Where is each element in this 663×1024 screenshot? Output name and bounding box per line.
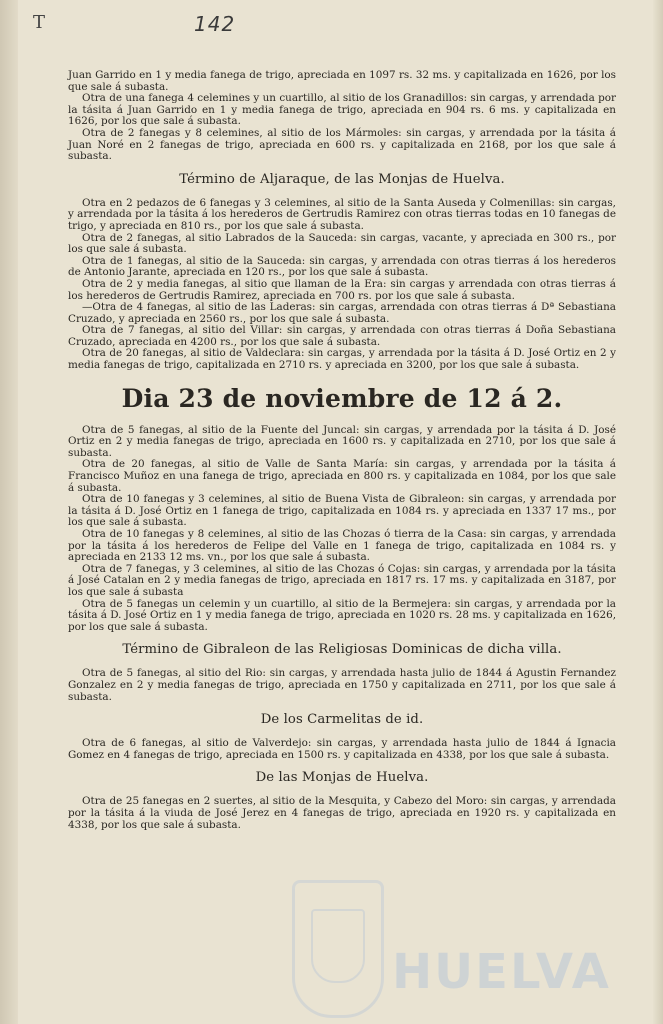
listing-paragraph: Otra de una fanega 4 celemines y un cuartillo, al sitio de los Granadillos: sin cargas, y arrendada por la tásita á Juan Garrido en 1 y media fanega de trigo, apreciada en 904 rs. 6 ms. y capitalizada en 1626, por los que sale á subasta. [68,92,616,128]
section-heading: Término de Aljaraque, de las Monjas de Huelva. [179,171,505,187]
listing-paragraph: Otra de 5 fanegas un celemin y un cuartillo, al sitio de la Bermejera: sin cargas, y arrendada por la tásita á D. José Ortiz en 1 y media fanega de trigo, apreciada en 1020 rs. 28 ms. y capitalizada en 1626, por los que sale á subasta. [68,597,616,633]
folio-number: 142 [194,12,236,36]
date-heading: Dia 23 de noviembre de 12 á 2. [121,383,563,413]
listing-paragraph: Otra de 7 fanegas, al sitio del Villar: sin cargas, y arrendada con otras tierras á Doña Sebastiana Cruzado, apreciada en 4200 rs., por los que sale á subasta. [68,324,616,348]
section-heading: De los Carmelitas de id. [260,712,424,728]
listing-paragraph: Otra de 10 fanegas y 8 celemines, al sitio de las Chozas ó tierra de la Casa: sin cargas, y arrendada por la tásita á los herederos de Felipe del Valle en 1 fanega de trigo, capitalizada en 1084 rs. y apreciada en 2133 12 ms. vn., por los que sale á subasta. [68,528,616,564]
listing-paragraph: Otra de 2 fanegas, al sitio Labrados de la Sauceda: sin cargas, vacante, y apreciada en 300 rs., por los que sale á subasta. [68,231,616,256]
watermark-shield-inner [311,909,365,983]
corner-mark: T [33,12,46,33]
document-body [68,70,616,831]
listing-paragraph: Otra de 2 y media fanegas, al sitio que llaman de la Era: sin cargas y arrendada con otras tierras á los herederos de Gertrudis Ramirez, apreciada en 700 rs. por los que sale á subasta. [68,277,616,302]
listing-paragraph: Otra de 10 fanegas y 3 celemines, al sitio de Buena Vista de Gibraleon: sin cargas, y arrendada por la tásita á D. José Ortiz en 1 fanega de trigo, capitalizada en 1084 rs. y apreciada en 1337 17 ms., por los que sale á subasta. [68,493,616,529]
watermark-shield-icon [292,880,384,1018]
page-edge-left [0,0,18,1024]
listing-paragraph: —Otra de 4 fanegas, al sitio de las Laderas: sin cargas, arrendada con otras tierras á Dª Sebastiana Cruzado, y apreciada en 2560 rs., por los que sale á subasta. [68,301,616,325]
listing-paragraph: Otra de 1 fanegas, al sitio de la Sauceda: sin cargas, y arrendada con otras tierras á los herederos de Antonio Jarante, apreciada en 120 rs., por los que sale á subasta. [68,254,616,279]
listing-paragraph: Otra de 6 fanegas, al sitio de Valverdejo: sin cargas, y arrendada hasta julio de 1844 á Ignacia Gomez en 4 fanegas de trigo, apreciada en 1500 rs. y capitalizada en 4338, por los que sale á subasta. [68,737,616,761]
listing-paragraph: Otra de 5 fanegas, al sitio del Rio: sin cargas, y arrendada hasta julio de 1844 á Agustin Fernandez Gonzalez en 2 y media fanegas de trigo, apreciada en 1750 y capitalizada en 2711, por los que sale á subasta. [68,667,616,703]
page-edge-right [653,0,663,1024]
listing-paragraph: Otra de 2 fanegas y 8 celemines, al sitio de los Mármoles: sin cargas, y arrendada por la tásita á Juan Noré en 2 fanegas de trigo, apreciada en 600 rs. y capitalizada en 2168, por los que sale á subasta. [68,126,616,163]
listing-paragraph: Otra de 25 fanegas en 2 suertes, al sitio de la Mesquita, y Cabezo del Moro: sin cargas, y arrendada por la tásita á la viuda de José Jerez en 4 fanegas de trigo, apreciada en 1920 rs. y capitalizada en 4338, por los que sale á subasta. [68,795,616,831]
watermark-text: HUELVA [392,944,611,1000]
listing-paragraph: Otra de 7 fanegas, y 3 celemines, al sitio de las Chozas ó Cojas: sin cargas, y arrendada por la tásita á José Catalan en 2 y media fanegas de trigo, apreciada en 1817 rs. 17 ms. y capitalizada en 3187, por los que sale á subasta [68,562,616,598]
listing-paragraph: Otra de 20 fanegas, al sitio de Valle de Santa María: sin cargas, y arrendada por la tásita á Francisco Muñoz en una fanega de trigo, apreciada en 800 rs. y capitalizada en 1084, por los que sale á subasta. [68,458,616,494]
listing-paragraph: Otra en 2 pedazos de 6 fanegas y 3 celemines, al sitio de la Santa Auseda y Colmenillas: sin cargas, y arrendada por la tásita á los herederos de Gertrudis Ramirez con otras tierras todas en 10 fanegas de trigo, y apreciada en 810 rs., por los que sale á subasta. [68,196,616,232]
listing-paragraph: Otra de 20 fanegas, al sitio de Valdeclara: sin cargas, y arrendada por la tásita á D. José Ortiz en 2 y media fanegas de trigo, capitalizada en 2710 rs. y apreciada en 3200, por los que sale á subasta. [68,347,616,372]
section-heading: Término de Gibraleon de las Religiosas Dominicas de dicha villa. [122,642,562,658]
listing-paragraph: Juan Garrido en 1 y media fanega de trigo, apreciada en 1097 rs. 32 ms. y capitalizada en 1626, por los que sale á subasta. [68,69,616,93]
listing-paragraph: Otra de 5 fanegas, al sitio de la Fuente del Juncal: sin cargas, y arrendada por la tásita á D. José Ortiz en 2 y media fanegas de trigo, apreciada en 1600 rs. y capitalizada en 2710, por los que sale á subasta. [68,423,616,459]
section-heading: De las Monjas de Huelva. [255,770,429,786]
